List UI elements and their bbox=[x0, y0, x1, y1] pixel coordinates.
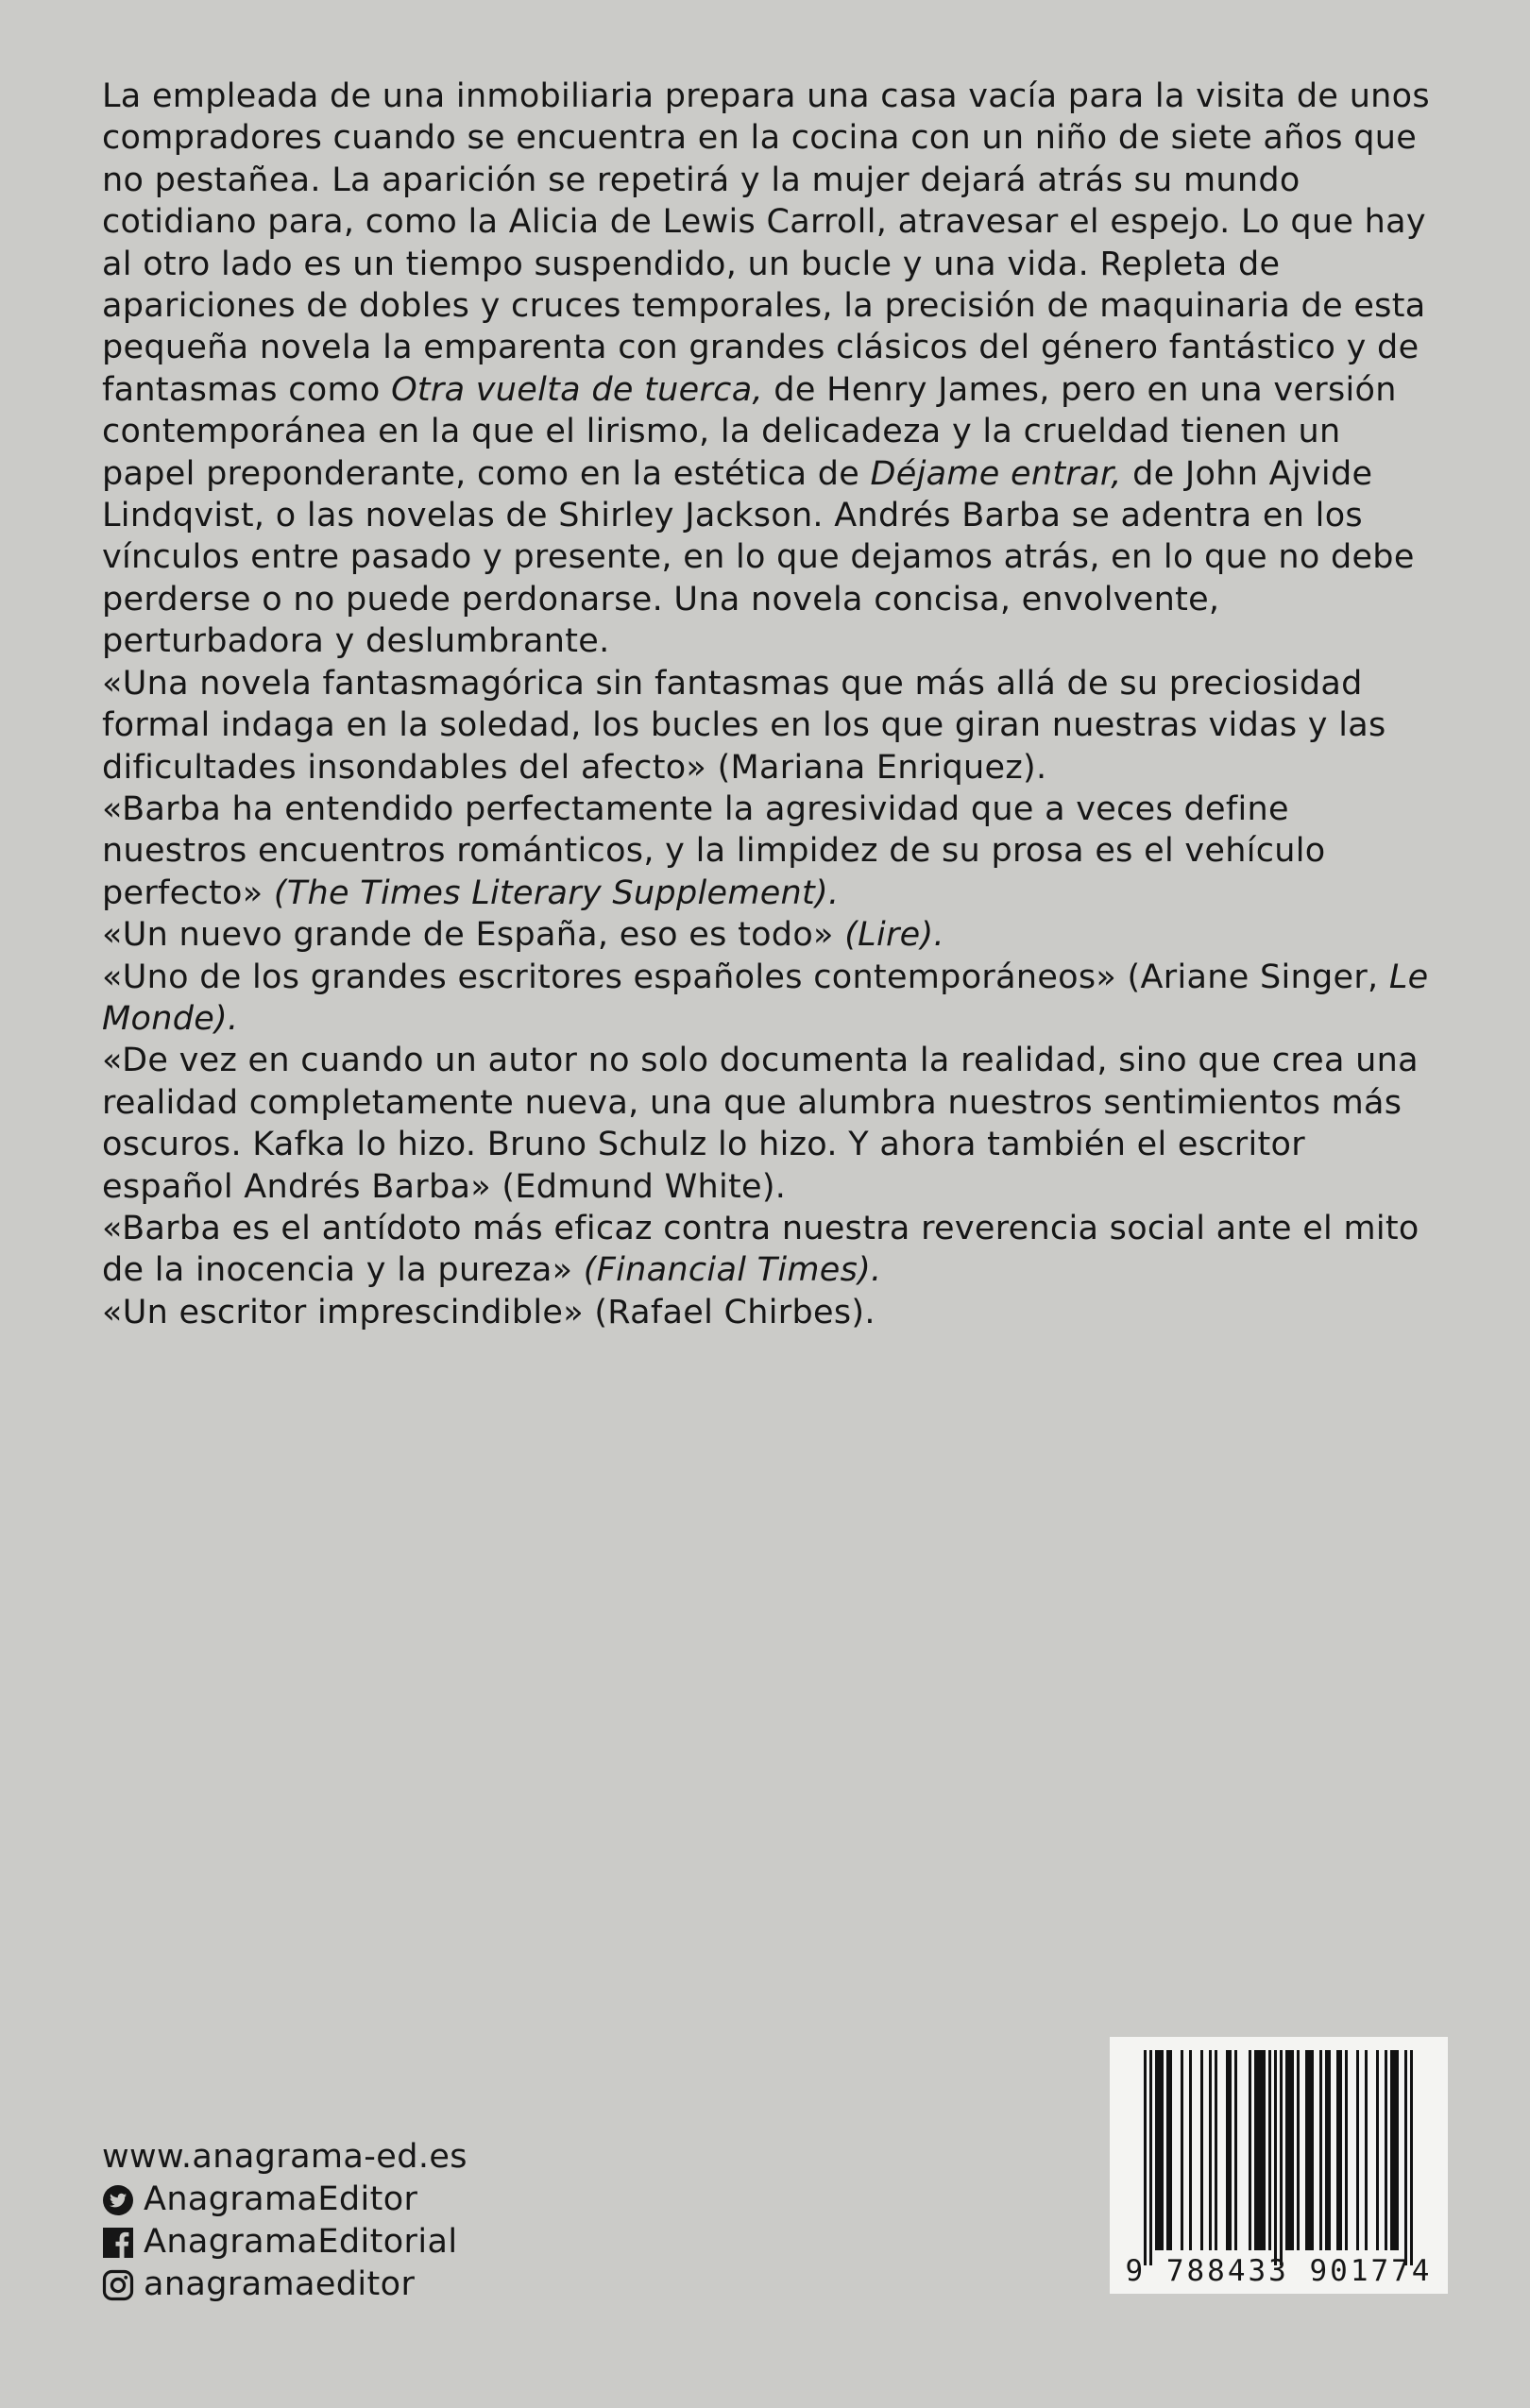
barcode-bar bbox=[1345, 2050, 1348, 2250]
barcode-bar bbox=[1254, 2050, 1257, 2250]
twitter-icon bbox=[102, 2184, 134, 2216]
barcode-bar bbox=[1311, 2050, 1314, 2250]
website-link[interactable] bbox=[102, 2136, 468, 2179]
barcode-bar bbox=[1158, 2050, 1161, 2250]
barcode-bar bbox=[1229, 2050, 1232, 2250]
instagram-link[interactable] bbox=[102, 2264, 468, 2306]
quote-text: «De vez en cuando un autor no solo documenta la realidad, sino que crea una realidad completamente nueva, una que alumbra nuestros sentimientos más oscuros. Kafka lo hizo. Bruno Schulz lo hizo. Y ahora también el escritor español Andrés Barba» (Edmund White). bbox=[102, 1042, 1419, 1206]
quote-source: (Financial Times). bbox=[583, 1251, 882, 1290]
barcode-bar bbox=[1325, 2050, 1328, 2250]
barcode-bar bbox=[1274, 2050, 1277, 2265]
quote-text: «Un nuevo grande de España, eso es todo» bbox=[102, 916, 845, 955]
synopsis-paragraph bbox=[102, 76, 1443, 663]
publisher-links bbox=[102, 2136, 468, 2306]
barcode-bar bbox=[1404, 2050, 1407, 2265]
barcode-bar bbox=[1234, 2050, 1237, 2250]
barcode-bar bbox=[1263, 2050, 1266, 2250]
barcode-bar bbox=[1385, 2050, 1387, 2250]
barcode-bar bbox=[1285, 2050, 1288, 2250]
barcode-bar bbox=[1288, 2050, 1291, 2250]
barcode-bar bbox=[1305, 2050, 1308, 2250]
quote-text: «Uno de los grandes escritores españoles contemporáneos» (Ariane Singer, bbox=[102, 958, 1389, 996]
barcode-bar bbox=[1339, 2050, 1342, 2250]
barcode-bar bbox=[1393, 2050, 1396, 2250]
barcode-bar bbox=[1336, 2050, 1339, 2250]
barcode-bar bbox=[1268, 2050, 1271, 2250]
barcode-bar bbox=[1308, 2050, 1311, 2250]
barcode-bar bbox=[1200, 2050, 1203, 2250]
title-otra-vuelta-de-tuerca: Otra vuelta de tuerca, bbox=[391, 370, 763, 409]
barcode-bar bbox=[1365, 2050, 1368, 2250]
barcode-bar bbox=[1161, 2050, 1164, 2250]
barcode-bar bbox=[1280, 2050, 1283, 2265]
barcode-bar bbox=[1376, 2050, 1379, 2250]
twitter-label: AnagramaEditor bbox=[144, 2180, 418, 2218]
website-label: www.anagrama-ed.es bbox=[102, 2138, 468, 2176]
barcode-bar bbox=[1169, 2050, 1172, 2250]
quote-source: (Lire). bbox=[844, 916, 944, 955]
review-quote-white bbox=[102, 1040, 1443, 1208]
barcode-bar bbox=[1181, 2050, 1183, 2250]
quote-source: (The Times Literary Supplement). bbox=[273, 873, 840, 912]
back-cover-blurb bbox=[102, 76, 1443, 1333]
review-quote-tls bbox=[102, 789, 1443, 914]
barcode-bar bbox=[1189, 2050, 1192, 2250]
barcode-bar bbox=[1319, 2050, 1322, 2250]
barcode-bar bbox=[1410, 2050, 1413, 2265]
barcode-bar bbox=[1356, 2050, 1359, 2250]
barcode-bar bbox=[1257, 2050, 1260, 2250]
isbn-digits: 9 788433 901774 bbox=[1125, 2254, 1433, 2288]
isbn-barcode bbox=[1110, 2037, 1448, 2294]
facebook-icon bbox=[102, 2227, 134, 2259]
review-quote-lire bbox=[102, 914, 1443, 956]
synopsis-text: de John Ajvide Lindqvist, o las novelas de Shirley Jackson. Andrés Barba se adentra en los vínculos entre pasado y presente, en lo que dejamos atrás, en lo que no debe perderse o no puede perdonarse. Una novela concisa, envolvente, perturbadora y deslumbrante. bbox=[102, 454, 1415, 661]
synopsis-text: de Henry James, pero en una versión contemporánea en la que el lirismo, la delicadeza y la crueldad tienen un papel preponderante, como en la estética de bbox=[102, 370, 1397, 493]
barcode-bar bbox=[1390, 2050, 1393, 2250]
quote-text: «Barba es el antídoto más eficaz contra nuestra reverencia social ante el mito de la inocencia y la pureza» bbox=[102, 1209, 1420, 1290]
barcode-bar bbox=[1209, 2050, 1212, 2250]
facebook-link[interactable] bbox=[102, 2221, 468, 2264]
quote-source: Le Monde). bbox=[102, 958, 1429, 1038]
quote-text: «Un escritor imprescindible» (Rafael Chirbes). bbox=[102, 1293, 876, 1331]
review-quote-chirbes bbox=[102, 1292, 1443, 1333]
facebook-label: AnagramaEditorial bbox=[144, 2223, 458, 2261]
barcode-bar bbox=[1260, 2050, 1263, 2250]
barcode-bar bbox=[1215, 2050, 1217, 2250]
barcode-bar bbox=[1155, 2050, 1158, 2250]
review-quote-enriquez bbox=[102, 663, 1443, 789]
barcode-bar bbox=[1396, 2050, 1399, 2250]
quote-text: «Barba ha entendido perfectamente la agresividad que a veces define nuestros encuentros románticos, y la limpidez de su prosa es el vehículo perfecto» bbox=[102, 789, 1326, 912]
barcode-bar bbox=[1297, 2050, 1300, 2250]
barcode-bar bbox=[1149, 2050, 1152, 2265]
barcode-bar bbox=[1291, 2050, 1294, 2250]
review-quote-financial-times bbox=[102, 1208, 1443, 1292]
quote-text: «Una novela fantasmagórica sin fantasmas que más allá de su preciosidad formal indaga en la soledad, los bucles en los que giran nuestras vidas y las dificultades insondables del afecto» (Mariana Enriquez). bbox=[102, 664, 1386, 787]
barcode-bar bbox=[1226, 2050, 1229, 2250]
title-dejame-entrar: Déjame entrar, bbox=[870, 454, 1122, 493]
barcode-bar bbox=[1328, 2050, 1331, 2250]
synopsis-text: La empleada de una inmobiliaria prepara una casa vacía para la visita de unos compradores cuando se encuentra en la cocina con un niño de siete años que no pestañea. La aparición se repetirá y la mujer dejará atrás su mundo cotidiano para, como la Alicia de Lewis Carroll, atravesar el espejo. Lo que hay al otro lado es un tiempo suspendido, un bucle y una vida. Repleta de apariciones de dobles y cruces temporales, la precisión de maquinaria de esta pequeña novela la emparenta con grandes clásicos del género fantástico y de fantasmas como bbox=[102, 77, 1430, 409]
instagram-label: anagramaeditor bbox=[144, 2265, 416, 2303]
barcode-bar bbox=[1166, 2050, 1169, 2250]
twitter-link[interactable] bbox=[102, 2179, 468, 2221]
instagram-icon bbox=[102, 2269, 134, 2301]
barcode-bar bbox=[1249, 2050, 1251, 2250]
review-quote-le-monde bbox=[102, 957, 1443, 1041]
barcode-bar bbox=[1144, 2050, 1147, 2265]
